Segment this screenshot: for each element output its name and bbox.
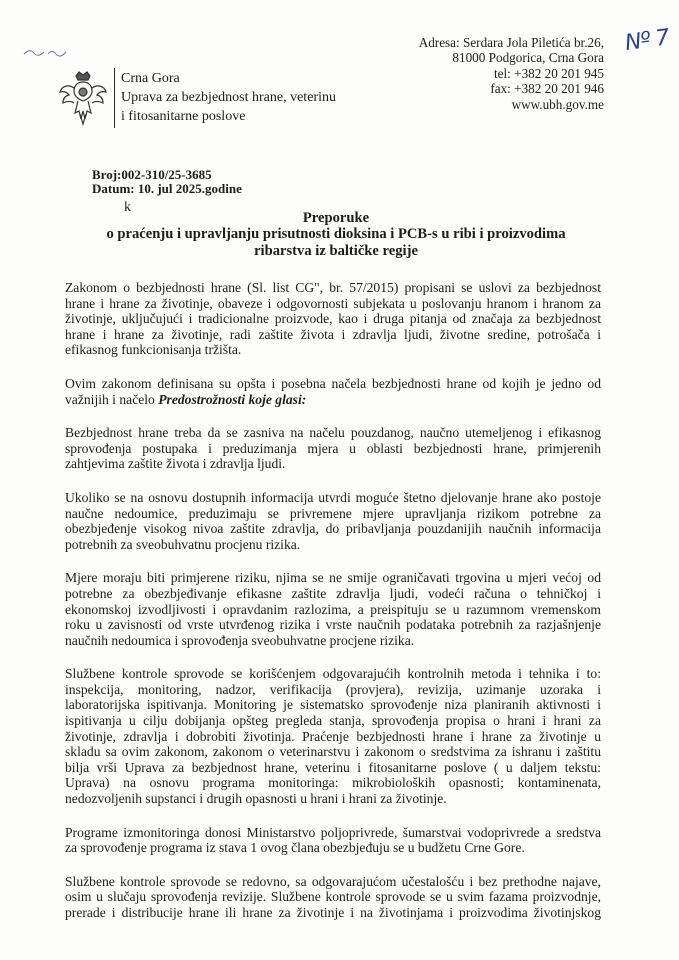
text-line: hrane i hrane za životinje, obaveze i odgovornosti subjekata u poslovanju hranom i hranom za [65,295,601,311]
pen-scribble-mark [22,42,72,62]
paragraph-regular-controls [65,874,601,921]
text-line: osim u slučaju sprovođenja revizije. Službene kontrole sprovode se u svim fazama proizvodnje, [65,889,601,905]
text-line: laboratorijska ispitivanja. Monitoring je sistematsko sprovođenje niza planiranih aktivnosti i [65,697,601,713]
text-line: Bezbjednost hrane treba da se zasniva na načelu pouzdanog, naučno utemeljenog i efikasnog [65,425,601,441]
text-line: obezbjeđenje visokog nivoa zaštite zdravlja, do pribavljanja pouzdanijih naučnih informacija [65,521,601,537]
text-line: sprovođenja postupaka i preduzimanja mjera u oblasti bezbjednosti hrane, primjerenih [65,440,601,456]
address-web: www.ubh.gov.me [511,96,604,112]
text-line: naučnih nedoumica i sprovođenja sveobuhvatne procjene rizika. [65,632,415,648]
title-line2: o praćenju i upravljanju prisutnosti dioksina i PCB-s u ribi i proizvodima [106,226,566,243]
reference-number: Broj:002-310/25-3685 [92,167,212,182]
address-block [419,35,604,112]
text-line: skladu sa ovim zakonom, zakonom o veterinarstvu i zakonom o sredstvima za ishranu i zaštitu [65,744,601,760]
text-line: Zakonom o bezbjednosti hrane (Sl. list CG", br. 57/2015) propisani se uslovi za bezbjednost [65,280,601,295]
text-line: naučne nedoumice, preduzimaju se privremene mjere upravljanja rizikom potrebne za [65,505,601,521]
text-line: prerade i distribucije hrane ili hrane za životinje i na životinjama i proizvodima životinjskog [65,905,601,920]
text-line: Ukoliko se na osnovu dostupnih informacija utvrdi moguće štetno djelovanje hrane ako postoje [65,489,601,505]
reference-block [92,168,242,196]
text-line: Službene kontrole sprovode se korišćenjem odgovarajućih kontrolnih metoda i tehnika i to: [65,666,601,682]
text-line: Službene kontrole sprovode se redovno, sa odgovarajućom učestalošću i bez prethodne najave, [65,873,601,889]
coat-of-arms-icon [58,70,108,128]
paragraph-food-safety-basis [65,425,601,472]
text-line: životinje, zdravlja i dobrobiti životinja. Praćenje bezbjednosti hrane i hrane za životinje u [65,728,601,744]
title-line1: Preporuke [302,210,370,226]
reference-date: Datum: 10. jul 2025.godine [92,181,242,196]
paragraph-principles [65,376,601,407]
paragraph-official-controls [65,666,601,806]
paragraph-law-intro [65,280,601,358]
handwritten-number: Nº 7 [623,25,671,57]
precaution-emphasis: Predostrožnosti koje glasi: [158,391,307,407]
text-line: ispitivanja u cilju dobijanja opšteg pregleda stanja, sprovođenja propisa o hrani i hrani za [65,713,601,729]
text-line-precaution [65,392,601,408]
text-line: ekonomskoj izvodljivosti i opravdanim razlozima, a preispituju se u razumnom vremenskom [65,601,601,617]
text-line: inspekcija, monitoring, nadzor, verifikacija (provjera), revizija, uzimanje uzoraka i [65,681,601,697]
text-line: roku u zavisnosti od vrste utvrđenog rizika i vrste naučnih podataka potrebnih za razjašnjenje [65,617,601,633]
text-line: Mjere moraju biti primjerene riziku, njima se ne smije ograničavati trgovina u mjeri većoj od [65,570,601,586]
text-line: nedozvoljenih supstanci i drugih opasnosti u hrani i hrani za životinje. [65,791,447,807]
organization-block [121,69,336,126]
text-line: Programe izmonitoringa donosi Ministarstvo poljoprivrede, šumarstvai vodoprivrede a sredstva [65,824,601,840]
org-country: Crna Gora [121,71,180,86]
address-fax: fax: +382 20 201 946 [490,81,604,97]
text-line: zahtjevima zaštite života i zdravlja ljudi. [65,456,286,472]
text-line: Uprava) na osnovu programa monitoringa: mikrobioloških opasnosti; kontaminenata, [65,775,601,791]
org-name-line1: Uprava za bezbjednost hrane, veterinu [121,90,336,105]
text-line: bilja vrši Uprava za bezbjednost hrane, veterinu i fitosanitarne poslove ( u daljem tekstu: [65,759,601,775]
org-name-line2: i fitosanitarne poslove [121,109,246,124]
precaution-prefix: važnijih i načelo [65,391,159,407]
text-line: hrane i hrane za životinje, radi zaštite života i zdravlja ljudi, životne sredine, potrošača i [65,326,601,342]
text-line: efikasnog funkcionisanja tržišta. [65,342,242,358]
document-body [65,280,601,939]
header-divider [114,68,115,128]
text-line: za sprovođenje programa iz stava 1 ovog člana obezbjeđuju se u budžetu Crne Gore. [65,840,525,856]
text-line: potrebne za obezbjeđivanje efikasne zaštite zdravlja ljudi, vodeći računa o tehničkoj i [65,585,601,601]
paragraph-interim-measures [65,490,601,552]
text-line: potrebnih za sveobuhvatnu procjenu rizika. [65,536,301,552]
title-line3: ribarstva iz baltičke regije [254,242,418,259]
document-title [60,210,612,259]
text-line: Ovim zakonom definisana su opšta i posebna načela bezbjednosti hrane od kojih je jedno od [65,375,601,391]
text-line: životinje, uključujući i tradicionalne proizvode, kao i druga pitanja od značaja za bezbjednost [65,311,601,327]
handwritten-k-mark: k [124,200,131,215]
address-tel: tel: +382 20 201 945 [493,65,604,81]
paragraph-monitoring-programs [65,825,601,856]
address-city: 81000 Podgorica, Crna Gora [452,50,604,66]
paragraph-proportional-measures [65,570,601,648]
address-street: Adresa: Serdara Jola Piletića br.26, [418,35,604,50]
